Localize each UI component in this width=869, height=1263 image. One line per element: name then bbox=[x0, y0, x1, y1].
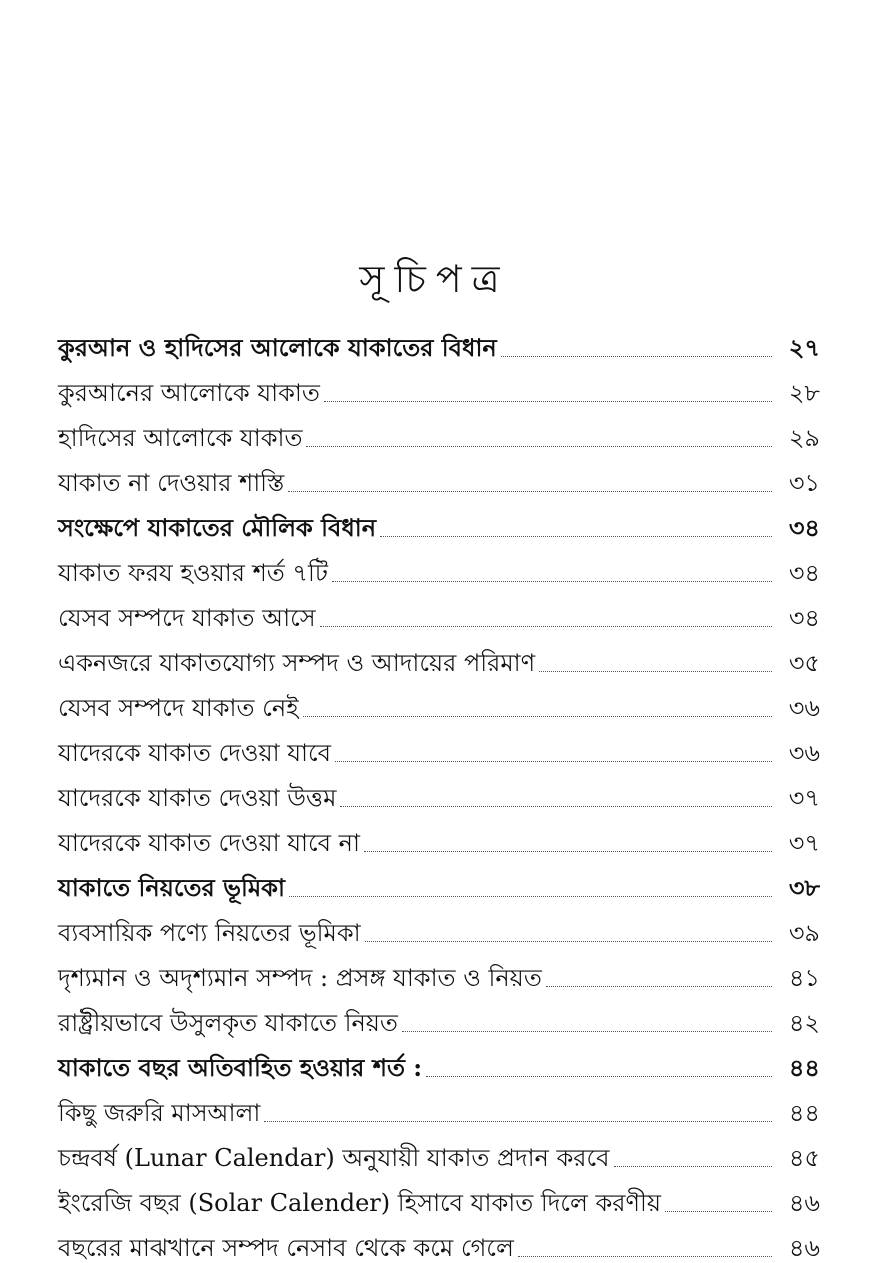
toc-entry bbox=[58, 318, 820, 363]
toc-entry-label: সংক্ষেপে যাকাতের মৌলিক বিধান bbox=[58, 513, 377, 542]
toc-entry-page-number: ৪৬ bbox=[788, 1189, 820, 1217]
toc-entry bbox=[58, 903, 820, 948]
toc-entry-label: চন্দ্রবর্ষ (Lunar Calendar) অনুযায়ী যাকাত প্রদান করবে bbox=[58, 1144, 610, 1172]
toc-entry bbox=[58, 1218, 820, 1263]
toc-entry bbox=[58, 633, 820, 678]
dotted-leader bbox=[380, 535, 772, 537]
toc-entry bbox=[58, 588, 820, 633]
toc-entry bbox=[58, 723, 820, 768]
toc-entry-label: একনজরে যাকাতযোগ্য সম্পদ ও আদায়ের পরিমাণ bbox=[58, 649, 536, 677]
toc-entry-label: কিছু জরুরি মাসআলা bbox=[58, 1099, 261, 1127]
dotted-leader bbox=[289, 895, 772, 897]
dotted-leader bbox=[365, 940, 772, 942]
toc-entry-label: যাদেরকে যাকাত দেওয়া যাবে bbox=[58, 739, 331, 767]
toc-entry-label: হাদিসের আলোকে যাকাত bbox=[58, 424, 303, 452]
toc-entry bbox=[58, 1128, 820, 1173]
dotted-leader bbox=[332, 580, 772, 582]
dotted-leader bbox=[501, 355, 772, 357]
toc-entry bbox=[58, 1083, 820, 1128]
toc-entry bbox=[58, 498, 820, 543]
toc-entry-page-number: ৪২ bbox=[788, 1009, 820, 1037]
dotted-leader bbox=[539, 670, 772, 672]
toc-entry-page-number: ২৯ bbox=[788, 424, 820, 452]
toc-entry-page-number: ৩৬ bbox=[788, 739, 820, 767]
table-of-contents bbox=[58, 318, 820, 1263]
toc-entry-label: ব্যবসায়িক পণ্যে নিয়তের ভূমিকা bbox=[58, 919, 361, 947]
toc-entry-label: দৃশ্যমান ও অদৃশ্যমান সম্পদ : প্রসঙ্গ যাকাত ও নিয়ত bbox=[58, 964, 542, 992]
toc-entry-page-number: ৪৫ bbox=[788, 1144, 820, 1172]
toc-entry-page-number: ৪১ bbox=[788, 964, 820, 992]
toc-entry-page-number: ২৮ bbox=[788, 379, 820, 407]
dotted-leader bbox=[614, 1165, 773, 1167]
toc-entry bbox=[58, 363, 820, 408]
page-title: সূচিপত্র bbox=[359, 257, 510, 302]
dotted-leader bbox=[518, 1255, 772, 1257]
toc-entry bbox=[58, 678, 820, 723]
toc-entry bbox=[58, 858, 820, 903]
toc-entry-label: কুরআনের আলোকে যাকাত bbox=[58, 379, 320, 407]
toc-entry-page-number: ৪৪ bbox=[788, 1053, 820, 1082]
toc-entry-label: যেসব সম্পদে যাকাত নেই bbox=[58, 694, 299, 722]
toc-entry-page-number: ৩৭ bbox=[788, 829, 820, 857]
dotted-leader bbox=[402, 1030, 772, 1032]
dotted-leader bbox=[303, 715, 772, 717]
toc-entry-page-number: ৩৮ bbox=[788, 873, 820, 902]
toc-entry bbox=[58, 768, 820, 813]
toc-entry bbox=[58, 408, 820, 453]
toc-entry-page-number: ২৭ bbox=[788, 333, 820, 362]
toc-entry bbox=[58, 813, 820, 858]
dotted-leader bbox=[320, 625, 772, 627]
dotted-leader bbox=[364, 850, 772, 852]
toc-entry-page-number: ৩৫ bbox=[788, 649, 820, 677]
toc-entry-label: যাকাত ফরয হওয়ার শর্ত ৭টি bbox=[58, 559, 328, 587]
toc-entry-page-number: ৩১ bbox=[788, 469, 820, 497]
dotted-leader bbox=[306, 445, 772, 447]
toc-entry-label: যাদেরকে যাকাত দেওয়া যাবে না bbox=[58, 829, 360, 857]
toc-entry-page-number: ৩৭ bbox=[788, 784, 820, 812]
toc-entry-label: কুরআন ও হাদিসের আলোকে যাকাতের বিধান bbox=[58, 333, 497, 362]
toc-entry bbox=[58, 543, 820, 588]
toc-entry-page-number: ৩৪ bbox=[788, 559, 820, 587]
dotted-leader bbox=[264, 1120, 772, 1122]
toc-entry-page-number: ৪৪ bbox=[788, 1099, 820, 1127]
dotted-leader bbox=[324, 400, 772, 402]
toc-entry bbox=[58, 993, 820, 1038]
toc-entry-label: যাকাতে বছর অতিবাহিত হওয়ার শর্ত : bbox=[58, 1053, 423, 1082]
toc-entry-label: যাকাতে নিয়তের ভূমিকা bbox=[58, 873, 285, 902]
dotted-leader bbox=[426, 1075, 772, 1077]
toc-entry-label: যেসব সম্পদে যাকাত আসে bbox=[58, 604, 316, 632]
toc-entry-page-number: ৩৬ bbox=[788, 694, 820, 722]
dotted-leader bbox=[340, 805, 772, 807]
toc-entry-label: যাদেরকে যাকাত দেওয়া উত্তম bbox=[58, 784, 337, 812]
toc-entry-page-number: ৪৬ bbox=[788, 1234, 820, 1262]
toc-entry bbox=[58, 1038, 820, 1083]
toc-entry bbox=[58, 453, 820, 498]
toc-entry-page-number: ৩৪ bbox=[788, 513, 820, 542]
dotted-leader bbox=[546, 985, 772, 987]
dotted-leader bbox=[335, 760, 772, 762]
toc-entry bbox=[58, 1173, 820, 1218]
toc-entry-label: বছরের মাঝখানে সম্পদ নেসাব থেকে কমে গেলে bbox=[58, 1234, 514, 1262]
dotted-leader bbox=[665, 1210, 772, 1212]
toc-entry-page-number: ৩৪ bbox=[788, 604, 820, 632]
dotted-leader bbox=[288, 490, 772, 492]
toc-entry-label: রাষ্ট্রীয়ভাবে উসুলকৃত যাকাতে নিয়ত bbox=[58, 1009, 398, 1037]
toc-entry bbox=[58, 948, 820, 993]
toc-entry-label: ইংরেজি বছর (Solar Calender) হিসাবে যাকাত দিলে করণীয় bbox=[58, 1189, 661, 1217]
toc-entry-label: যাকাত না দেওয়ার শাস্তি bbox=[58, 469, 285, 497]
toc-entry-page-number: ৩৯ bbox=[788, 919, 820, 947]
